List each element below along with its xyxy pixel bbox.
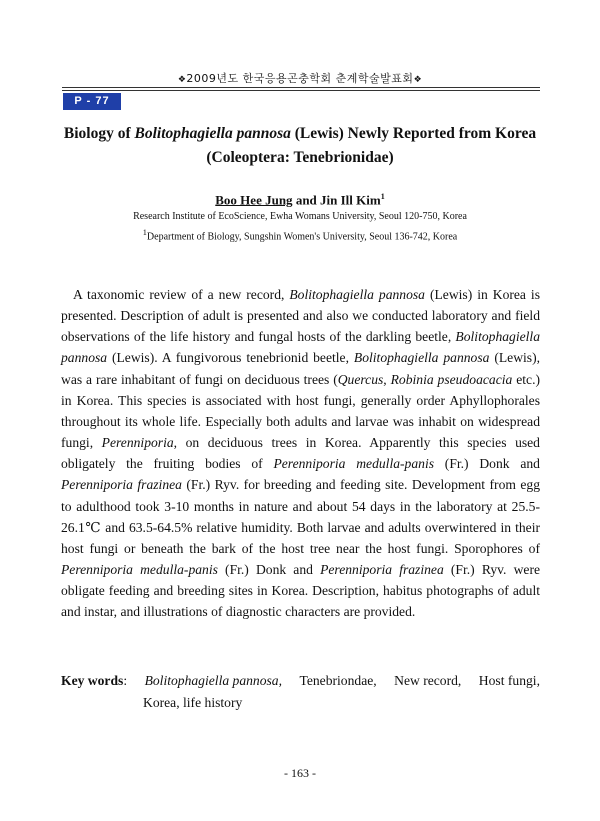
affiliation-marker: 1 [380, 192, 385, 201]
keyword: Host fungi, [478, 673, 540, 688]
poster-number-badge: P - 77 [63, 93, 121, 110]
abstract [61, 284, 540, 623]
keywords-line-1: Key words: Bolitophagiella pannosa, Tenebriondae, New record, Host fungi, [61, 670, 540, 692]
abstract-paragraph: A taxonomic review of a new record, Bolitophagiella pannosa (Lewis) in Korea is presented. Description of adult is presented and also we conducted laboratory and field observations of the life history and fungal hosts of the darkling beetle, Bolitophagiella pannosa (Lewis). A fungivorous tenebrionid beetle, Bolitophagiella pannosa (Lewis), was a rare inhabitant of fungi on deciduous trees (Quercus, Robinia pseudoacacia etc.) in Korea. This species is associated with host fungi, generally order Aphyllophorales throughout its whole life. Especially both adults and larvae was inhabit on widespread fungi, Perenniporia, on deciduous trees in Korea. Apparently this species used obligately the fruiting bodies of Perenniporia medulla-panis (Fr.) Donk and Perenniporia frazinea (Fr.) Ryv. for breeding and feeding site. Development from egg to adulthood took 3-10 months in nature and about 54 days in the laboratory at 25.5-26.1℃ and 63.5-64.5% relative humidity. Both larvae and adults overwintered in their host fungi or beneath the bark of the host tree near the host fungi. Sporophores of Perenniporia medulla-panis (Fr.) Donk and Perenniporia frazinea (Fr.) Ryv. were obligate feeding and breeding sites in Korea. Description, habitus photographs of adult and instar, and illustrations of diagnostic characters are provided. [61, 287, 541, 620]
header-rule [62, 87, 540, 88]
page-number: - 163 - [284, 766, 316, 780]
author-1: Boo Hee Jung [215, 192, 293, 208]
keyword: New record, [394, 673, 462, 688]
title-species: Bolitophagiella pannosa [134, 125, 291, 142]
author-2: Jin Ill Kim [320, 192, 381, 208]
affiliation-2: $^1$Department of Biology, Sungshin Women's University, Seoul 136-742, Korea [142, 228, 458, 243]
diamond-ornament-icon: ❖ [177, 75, 187, 85]
keyword: Bolitophagiella pannosa, [144, 673, 283, 688]
conference-header [0, 70, 600, 86]
conference-title: 2009년도 한국응용곤충학회 춘계학술발표회 [186, 72, 414, 85]
keywords [61, 670, 540, 714]
title-line-2: (Coleoptera: Tenebrionidae) [206, 149, 394, 166]
keywords-label: Key words [61, 673, 124, 688]
affiliation-1: Research Institute of EcoScience, Ewha Womans University, Seoul 120-750, Korea [133, 211, 467, 222]
header-rule [62, 90, 540, 91]
diamond-ornament-icon: ❖ [413, 75, 423, 85]
keyword: Tenebriondae, [299, 673, 377, 688]
keywords-line-2: Korea, life history [143, 695, 243, 710]
author-list: Boo Hee Jung and Jin Ill Kim$^1$ [215, 192, 385, 208]
paper-title [40, 122, 560, 170]
title-line-1: Biology of Bolitophagiella pannosa (Lewis) Newly Reported from Korea [63, 125, 537, 142]
